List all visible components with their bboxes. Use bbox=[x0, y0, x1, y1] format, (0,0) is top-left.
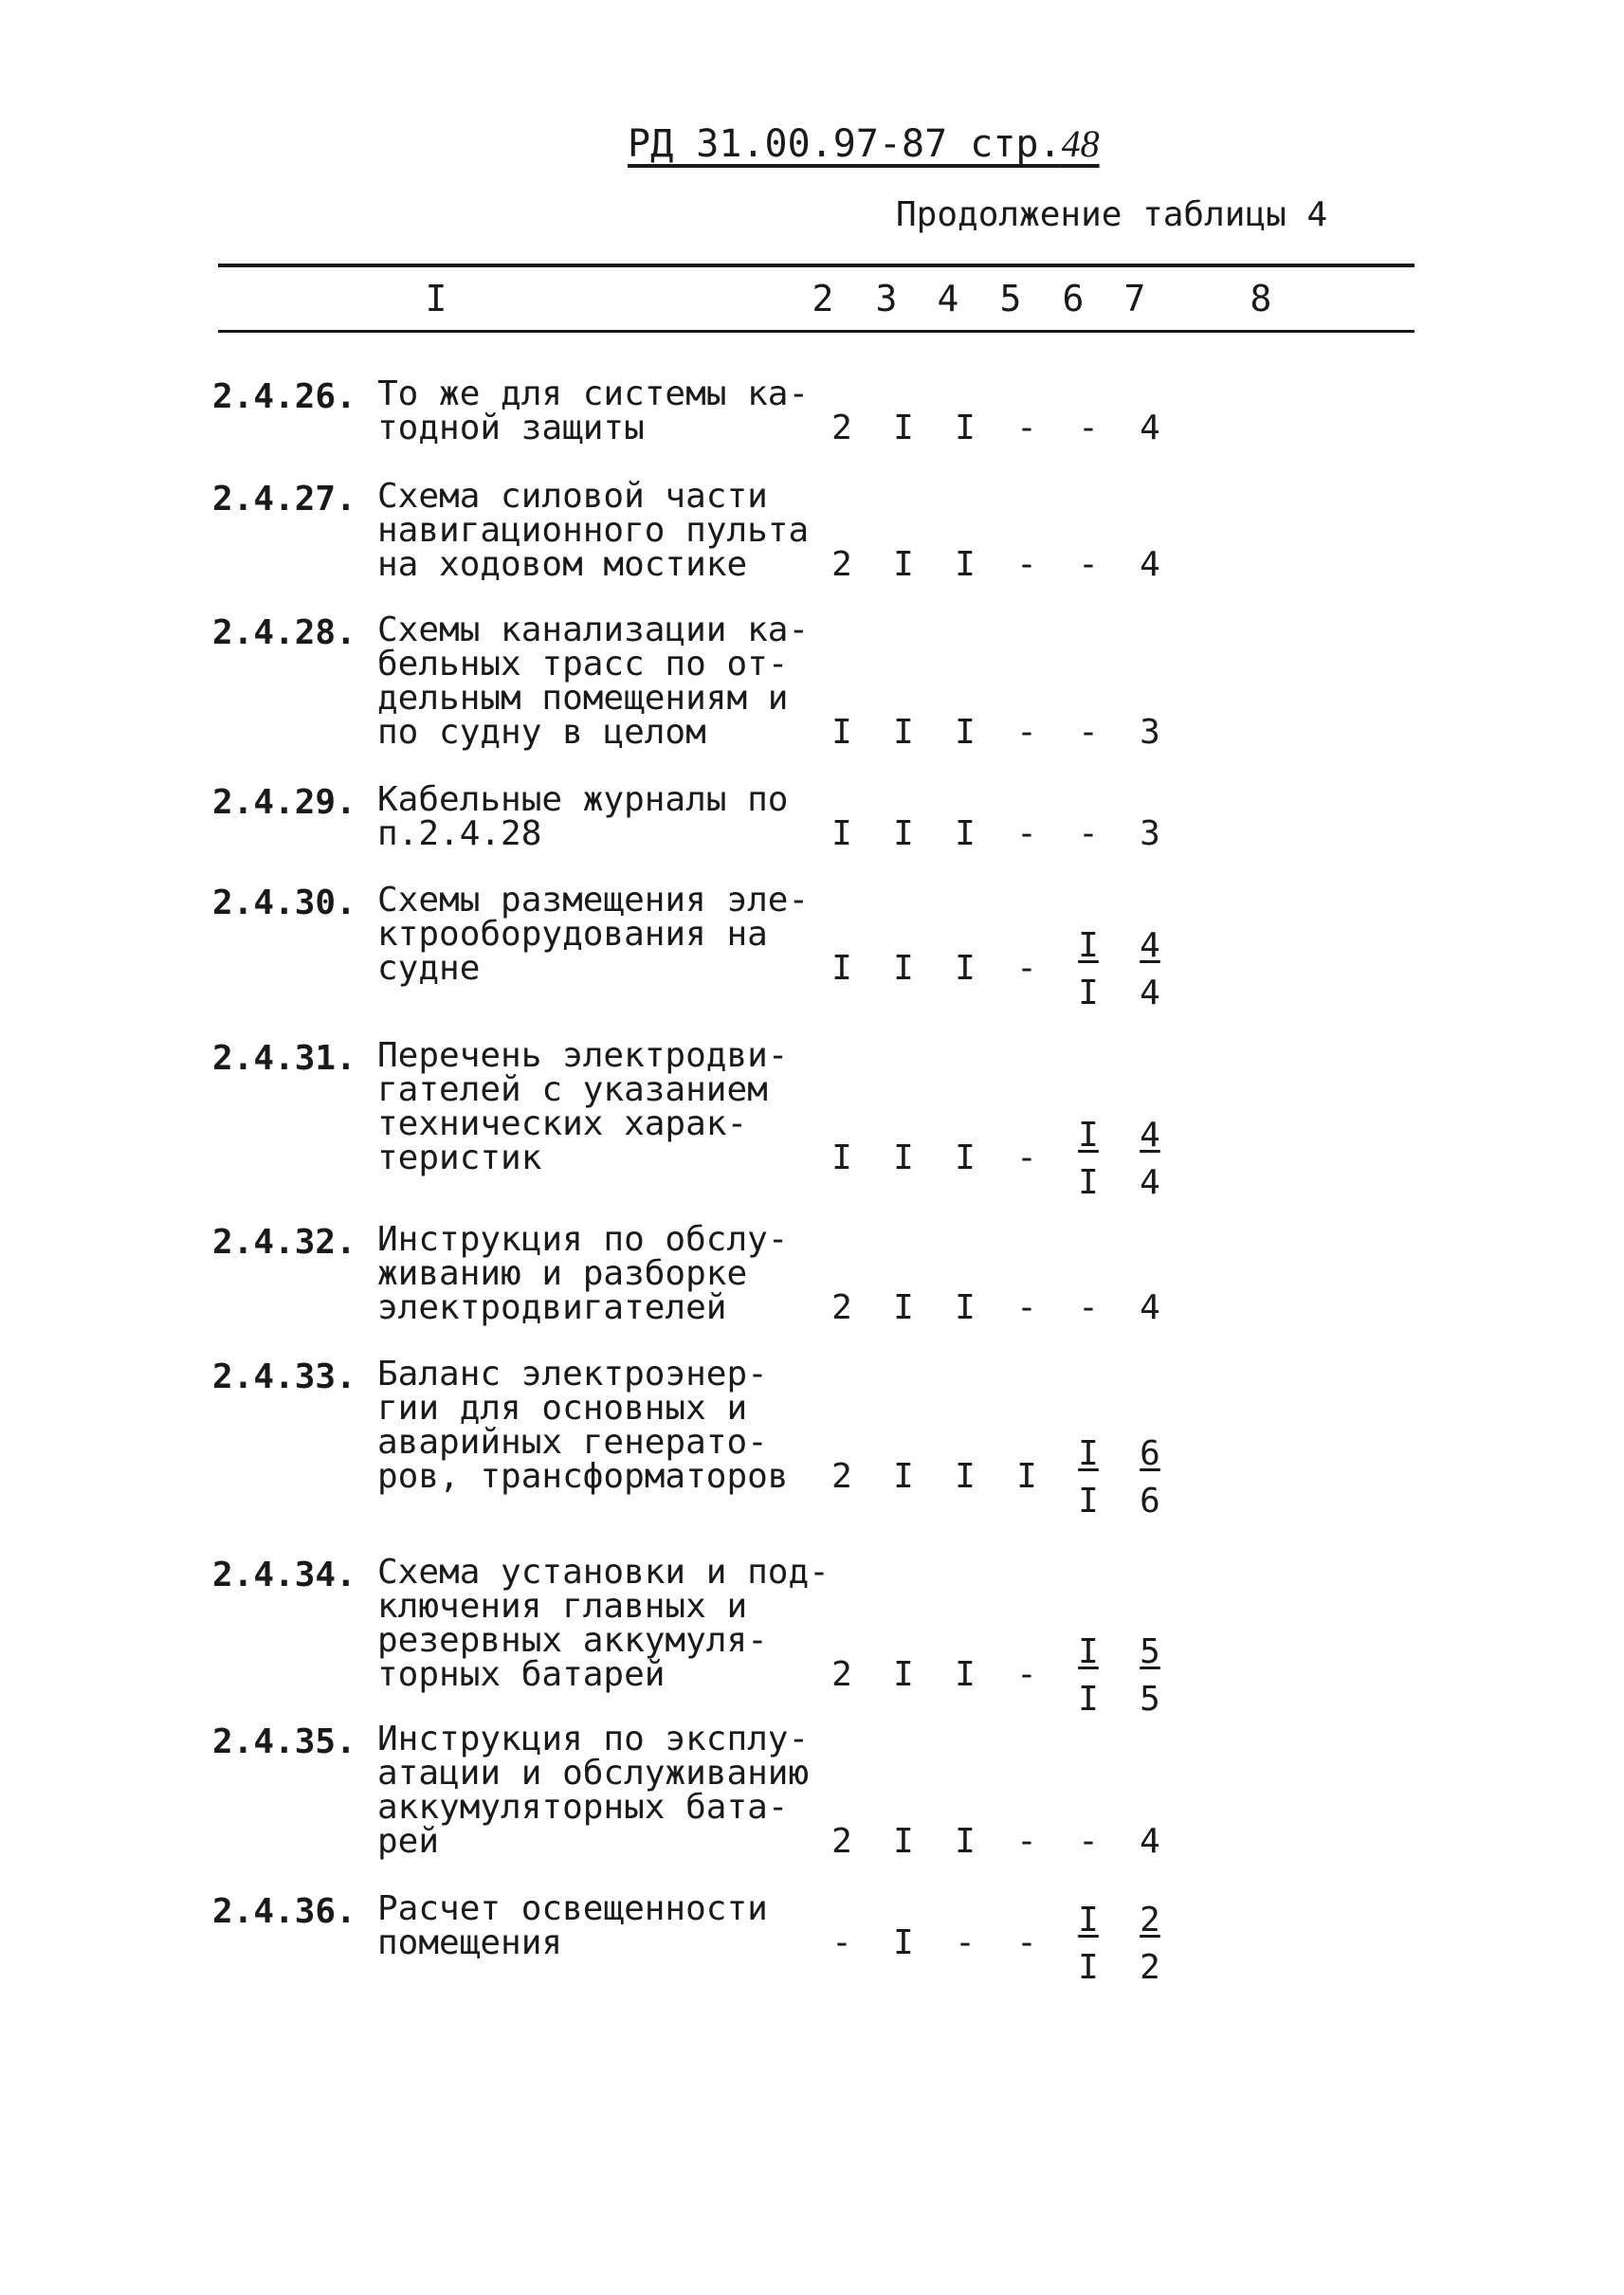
fraction-numerator: 6 bbox=[1140, 1434, 1160, 1473]
value-cell-c5: - bbox=[1016, 1655, 1037, 1694]
fraction-cell-c6 bbox=[1069, 926, 1107, 1012]
fraction-denominator: 4 bbox=[1140, 974, 1160, 1012]
value-cell-c3: I bbox=[893, 1822, 914, 1861]
value-cell-c3: I bbox=[893, 1138, 914, 1177]
value-cell-c6: - bbox=[1078, 1288, 1099, 1327]
item-description: Инструкция по эксплу- атации и обслуживанию аккумуляторных бата- рей bbox=[377, 1720, 810, 1861]
fraction-cell-c6 bbox=[1069, 1116, 1107, 1202]
column-header-3: 3 bbox=[875, 278, 898, 319]
value-cell-c2: 2 bbox=[831, 409, 852, 447]
item-number: 2.4.31. bbox=[212, 1039, 356, 1078]
item-description: Схема силовой части навигационного пульта на ходовом мостике bbox=[377, 477, 810, 584]
item-description: Инструкция по обслу- живанию и разборке электродвигателей bbox=[377, 1220, 789, 1327]
fraction-denominator: I bbox=[1078, 1948, 1099, 1987]
value-cell-c2: 2 bbox=[831, 1288, 852, 1327]
value-cell-c2: I bbox=[831, 1138, 852, 1177]
value-cell-c4: I bbox=[955, 1822, 976, 1861]
value-cell-c2: 2 bbox=[831, 545, 852, 584]
fraction-numerator: 4 bbox=[1140, 926, 1160, 965]
fraction-cell-c6 bbox=[1069, 1632, 1107, 1719]
value-cell-c6: - bbox=[1078, 545, 1099, 584]
fraction-denominator: I bbox=[1078, 974, 1099, 1012]
value-cell-c4: I bbox=[955, 949, 976, 988]
fraction-numerator: 5 bbox=[1140, 1632, 1160, 1671]
item-description: Схема установки и под- ключения главных и резервных аккумуля- торных батарей bbox=[377, 1553, 830, 1694]
value-cell-c4: I bbox=[955, 545, 976, 584]
value-cell-c6: - bbox=[1078, 713, 1099, 752]
value-cell-c7: 3 bbox=[1140, 713, 1160, 752]
fraction-numerator: I bbox=[1078, 1116, 1099, 1155]
column-header-6: 6 bbox=[1062, 278, 1085, 319]
value-cell-c7: 4 bbox=[1140, 545, 1160, 584]
value-cell-c4: I bbox=[955, 1138, 976, 1177]
fraction-denominator: 4 bbox=[1140, 1163, 1160, 1202]
page-number: 48 bbox=[1061, 122, 1100, 165]
item-description: Расчет освещенности помещения bbox=[377, 1889, 768, 1962]
value-cell-c6: - bbox=[1078, 1822, 1099, 1861]
column-header-5: 5 bbox=[999, 278, 1022, 319]
item-number: 2.4.29. bbox=[212, 783, 356, 822]
value-cell-c3: I bbox=[893, 1288, 914, 1327]
column-header-8: 8 bbox=[1250, 278, 1272, 319]
value-cell-c5: - bbox=[1016, 1288, 1037, 1327]
value-cell-c3: I bbox=[893, 545, 914, 584]
value-cell-c3: I bbox=[893, 409, 914, 447]
fraction-cell-c7 bbox=[1131, 1632, 1169, 1719]
value-cell-c5: - bbox=[1016, 409, 1037, 447]
value-cell-c3: I bbox=[893, 1655, 914, 1694]
value-cell-c2: 2 bbox=[831, 1655, 852, 1694]
table-header-rule bbox=[218, 330, 1414, 333]
fraction-cell-c6 bbox=[1069, 1903, 1107, 1985]
value-cell-c4: - bbox=[955, 1923, 976, 1962]
fraction-cell-c7 bbox=[1131, 926, 1169, 1012]
value-cell-c2: I bbox=[831, 814, 852, 853]
fraction-cell-c7 bbox=[1131, 1434, 1169, 1521]
value-cell-c2: I bbox=[831, 713, 852, 752]
value-cell-c5: - bbox=[1016, 1923, 1037, 1962]
value-cell-c4: I bbox=[955, 713, 976, 752]
item-description: Схемы канализации ка- бельных трасс по от- дельным помещениям и по судну в целом bbox=[377, 610, 810, 752]
fraction-numerator: 4 bbox=[1140, 1116, 1160, 1155]
item-number: 2.4.36. bbox=[212, 1892, 356, 1931]
item-number: 2.4.32. bbox=[212, 1223, 356, 1262]
fraction-denominator: 6 bbox=[1140, 1482, 1160, 1521]
value-cell-c4: I bbox=[955, 409, 976, 447]
value-cell-c5: - bbox=[1016, 949, 1037, 988]
value-cell-c7: 4 bbox=[1140, 409, 1160, 447]
column-header-2: 2 bbox=[812, 278, 834, 319]
fraction-cell-c7 bbox=[1131, 1903, 1169, 1985]
document-code: РД 31.00.97-87 стр. bbox=[628, 122, 1062, 166]
fraction-denominator: 5 bbox=[1140, 1680, 1160, 1719]
fraction-numerator: I bbox=[1078, 1434, 1099, 1473]
item-number: 2.4.28. bbox=[212, 613, 356, 652]
item-number: 2.4.26. bbox=[212, 377, 356, 416]
value-cell-c2: 2 bbox=[831, 1457, 852, 1496]
value-cell-c4: I bbox=[955, 1655, 976, 1694]
fraction-numerator: I bbox=[1078, 1632, 1099, 1671]
item-description: Перечень электродви- гателей с указанием технических харак- теристик bbox=[377, 1036, 789, 1177]
fraction-cell-c7 bbox=[1131, 1116, 1169, 1202]
value-cell-c7: 3 bbox=[1140, 814, 1160, 853]
value-cell-c2: 2 bbox=[831, 1822, 852, 1861]
value-cell-c5: - bbox=[1016, 713, 1037, 752]
item-description: Схемы размещения эле- ктрооборудования на судне bbox=[377, 881, 810, 988]
value-cell-c5: - bbox=[1016, 1138, 1037, 1177]
table-top-rule bbox=[218, 264, 1414, 267]
item-number: 2.4.33. bbox=[212, 1357, 356, 1396]
item-number: 2.4.27. bbox=[212, 480, 356, 519]
value-cell-c5: I bbox=[1016, 1457, 1037, 1496]
fraction-denominator: I bbox=[1078, 1680, 1099, 1719]
value-cell-c5: - bbox=[1016, 1822, 1037, 1861]
value-cell-c7: 4 bbox=[1140, 1822, 1160, 1861]
value-cell-c5: - bbox=[1016, 814, 1037, 853]
value-cell-c3: I bbox=[893, 1923, 914, 1962]
value-cell-c4: I bbox=[955, 1457, 976, 1496]
value-cell-c2: - bbox=[831, 1923, 852, 1962]
item-number: 2.4.34. bbox=[212, 1556, 356, 1594]
item-description: Баланс электроэнер- гии для основных и аварийных генерато- ров, трансформаторов bbox=[377, 1355, 789, 1496]
column-header-4: 4 bbox=[937, 278, 959, 319]
fraction-numerator: 2 bbox=[1140, 1901, 1160, 1940]
value-cell-c6: - bbox=[1078, 409, 1099, 447]
value-cell-c5: - bbox=[1016, 545, 1037, 584]
table-continuation-label: Продолжение таблицы 4 bbox=[896, 195, 1328, 234]
value-cell-c7: 4 bbox=[1140, 1288, 1160, 1327]
fraction-numerator: I bbox=[1078, 926, 1099, 965]
fraction-numerator: I bbox=[1078, 1901, 1099, 1940]
item-number: 2.4.30. bbox=[212, 883, 356, 922]
item-description: Кабельные журналы по п.2.4.28 bbox=[377, 780, 789, 853]
value-cell-c4: I bbox=[955, 1288, 976, 1327]
value-cell-c6: - bbox=[1078, 814, 1099, 853]
column-header-7: 7 bbox=[1123, 278, 1146, 319]
item-number: 2.4.35. bbox=[212, 1722, 356, 1761]
fraction-denominator: 2 bbox=[1140, 1948, 1160, 1987]
value-cell-c2: I bbox=[831, 949, 852, 988]
value-cell-c3: I bbox=[893, 1457, 914, 1496]
value-cell-c3: I bbox=[893, 814, 914, 853]
value-cell-c4: I bbox=[955, 814, 976, 853]
column-header-1: I bbox=[425, 278, 447, 319]
fraction-denominator: I bbox=[1078, 1482, 1099, 1521]
value-cell-c3: I bbox=[893, 949, 914, 988]
item-description: То же для системы ка- тодной защиты bbox=[377, 374, 810, 447]
document-reference bbox=[628, 121, 1100, 166]
value-cell-c3: I bbox=[893, 713, 914, 752]
fraction-cell-c6 bbox=[1069, 1434, 1107, 1521]
fraction-denominator: I bbox=[1078, 1163, 1099, 1202]
